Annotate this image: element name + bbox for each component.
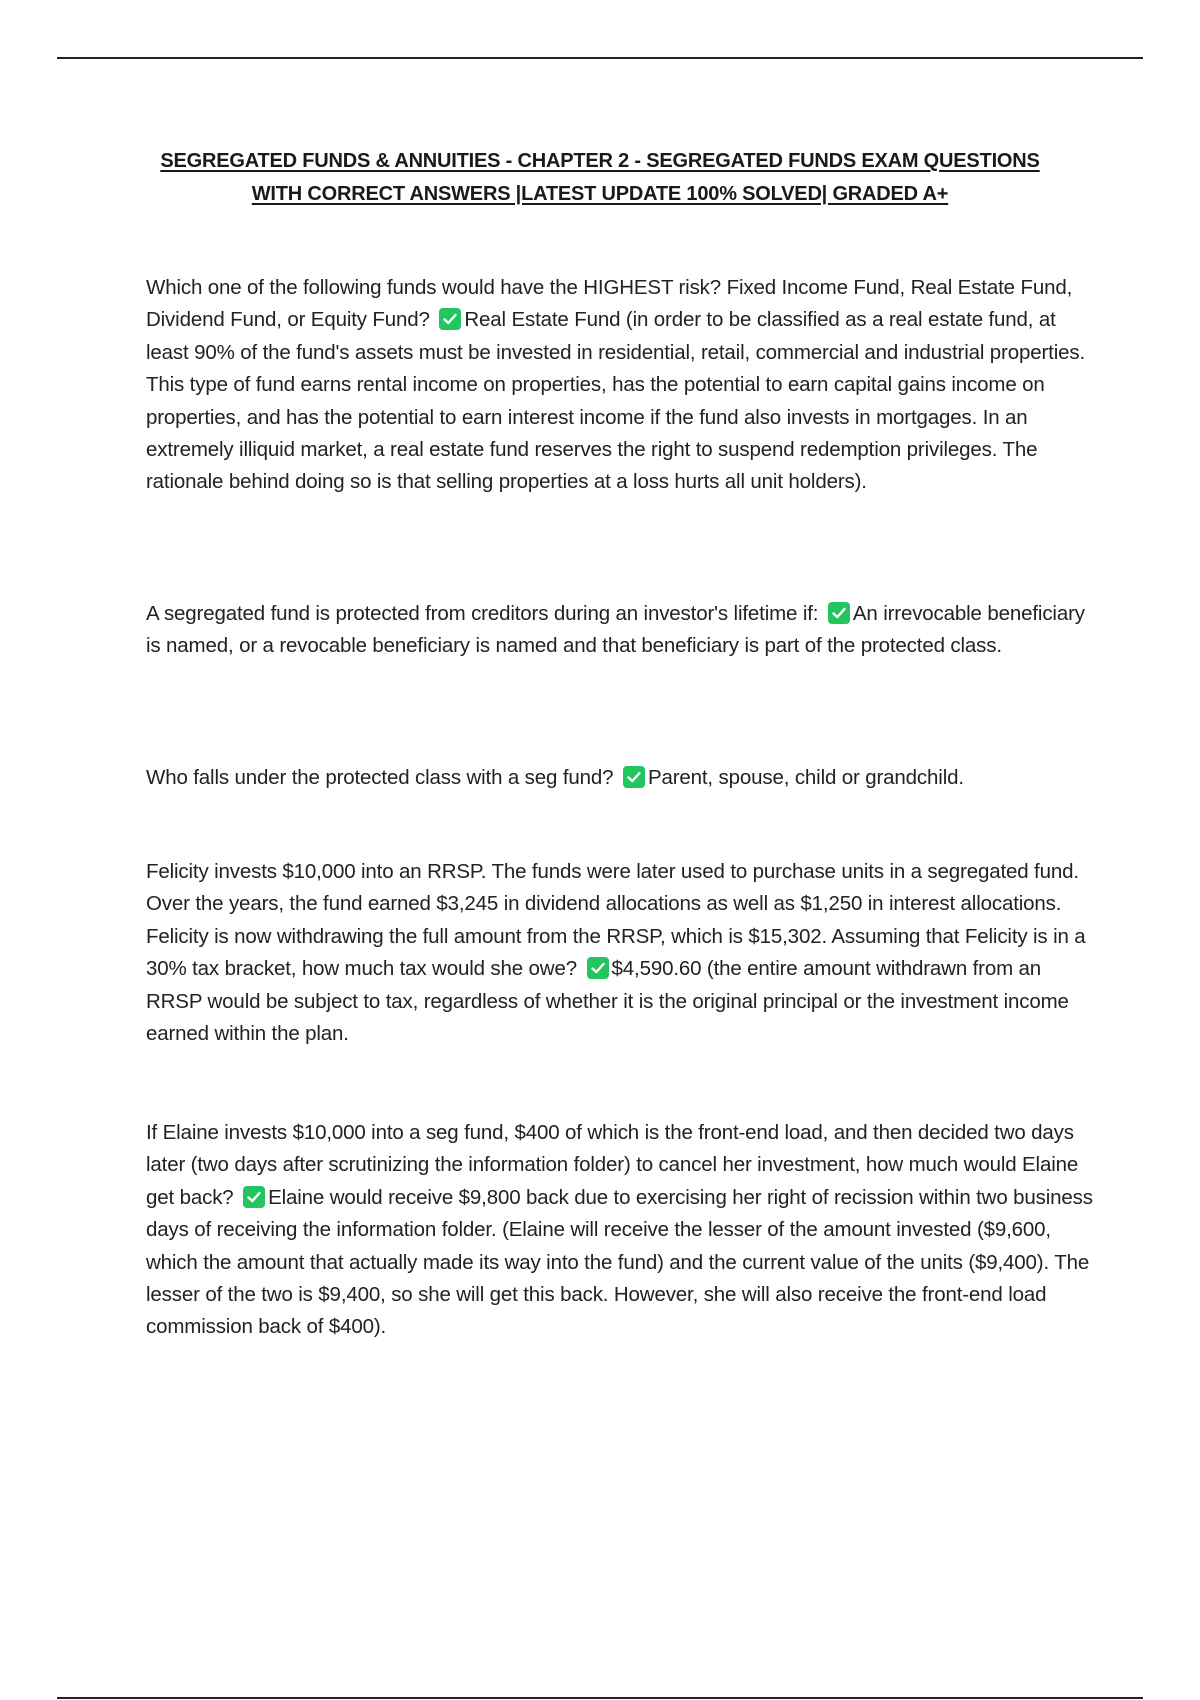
answer-text: An irrevocable beneficiary is named, or a revocable beneficiary is named and that beneficiary is part of the protected class. bbox=[146, 602, 1085, 658]
question-text: Who falls under the protected class with a seg fund? bbox=[146, 766, 614, 789]
qa-item-1 bbox=[146, 272, 1094, 499]
question-text: Which one of the following funds would have the HIGHEST risk? Fixed Income Fund, Real Estate Fund, Dividend Fund, or Equity Fund? bbox=[146, 276, 1073, 332]
header-rule bbox=[57, 57, 1143, 59]
answer-text: Parent, spouse, child or grandchild. bbox=[647, 766, 964, 789]
answer-text: Real Estate Fund (in order to be classified as a real estate fund, at least 90% of the fund's assets must be invested in residential, retail, commercial and industrial properties. This type of fund earns rental income on properties, has the potential to earn capital gains income on properties, and has the potential to earn interest income if the fund also invests in mortgages. In an extremely illiquid market, a real estate fund reserves the right to suspend redemption privileges. The rationale behind doing so is that selling properties at a loss hurts all unit holders). bbox=[146, 308, 1086, 494]
check-mark-icon bbox=[828, 602, 850, 624]
question-text: If Elaine invests $10,000 into a seg fund, $400 of which is the front-end load, and then decided two days later (two days after scrutinizing the information folder) to cancel her investment, how much would Elaine get back? bbox=[146, 1121, 1079, 1209]
document-title bbox=[120, 145, 1080, 211]
check-mark-icon bbox=[587, 957, 609, 979]
qa-item-5 bbox=[146, 1117, 1094, 1344]
footer-rule bbox=[57, 1697, 1143, 1699]
answer-text: $4,590.60 (the entire amount withdrawn from an RRSP would be subject to tax, regardless of whether it is the original principal or the investment income earned within the plan. bbox=[146, 957, 1069, 1046]
qa-item-4 bbox=[146, 856, 1094, 1050]
qa-item-2 bbox=[146, 598, 1094, 663]
qa-item-3 bbox=[146, 762, 1094, 794]
check-mark-icon bbox=[243, 1186, 265, 1208]
check-mark-icon bbox=[623, 766, 645, 788]
question-text: Felicity invests $10,000 into an RRSP. The funds were later used to purchase units in a segregated fund. Over the years, the fund earned $3,245 in dividend allocations as well as $1,250 in interest allocations. Felicity is now withdrawing the full amount from the RRSP, which is $15,302. Assuming that Felicity is in a 30% tax bracket, how much tax would she owe? bbox=[146, 860, 1086, 981]
title-line-1: SEGREGATED FUNDS & ANNUITIES - CHAPTER 2 - SEGREGATED FUNDS EXAM QUESTIONS bbox=[160, 150, 1040, 172]
check-mark-icon bbox=[439, 308, 461, 330]
question-text: A segregated fund is protected from creditors during an investor's lifetime if: bbox=[146, 602, 819, 625]
answer-text: Elaine would receive $9,800 back due to exercising her right of recission within two business days of receiving the information folder. (Elaine will receive the lesser of the amount invested ($9,600, which the amount that actually made its way into the fund) and the current value of the units ($9,400). The lesser of the two is $9,400, so she will get this back. However, she will also receive the front-end load commission back of $400). bbox=[146, 1185, 1093, 1339]
title-line-2: WITH CORRECT ANSWERS |LATEST UPDATE 100% SOLVED| GRADED A+ bbox=[251, 183, 949, 205]
